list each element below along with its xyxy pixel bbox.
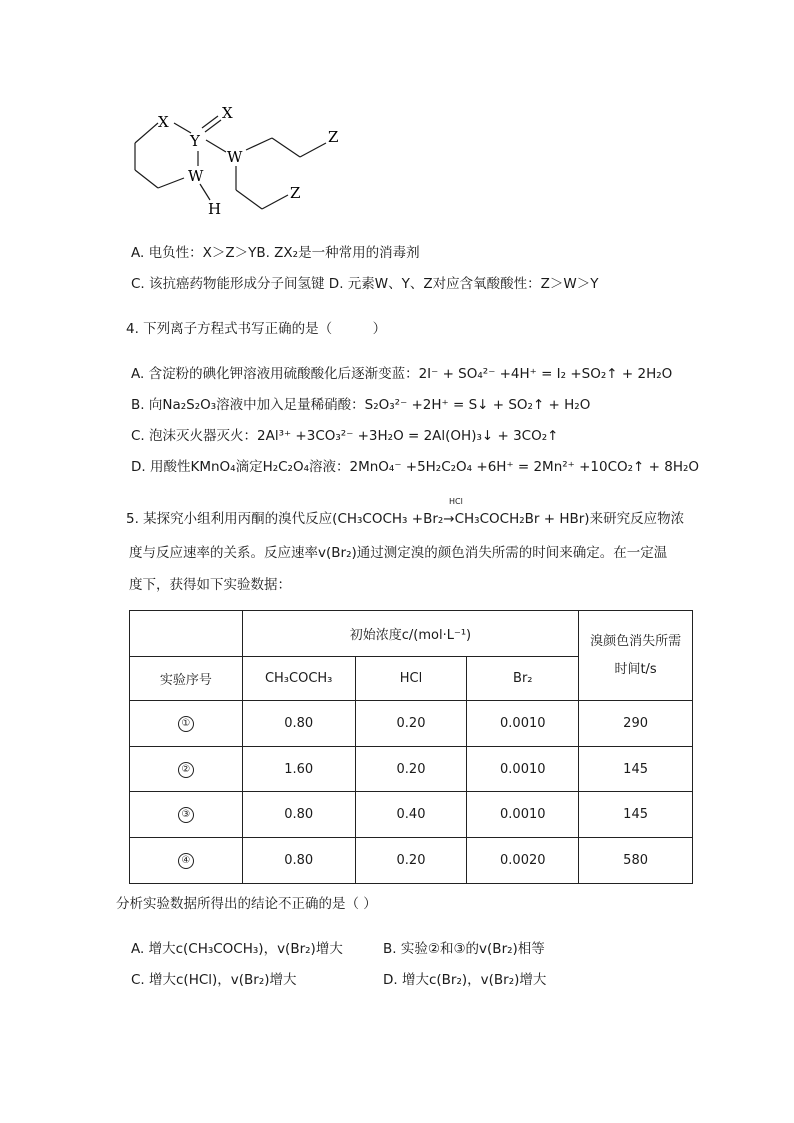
q5-option-d: D. 增大c(Br₂)，v(Br₂)增大 (383, 972, 547, 988)
header-time: 溴颜色消失所需时间t/s (579, 611, 693, 701)
q4-option-c: C. 泡沫灭火器灭火：2Al³⁺ +3CO₃²⁻ +3H₂O = 2Al(OH)₃↓ + 3CO₂↑ (131, 428, 559, 444)
q5-option-b: B. 实验②和③的v(Br₂)相等 (383, 941, 545, 957)
cell-time: 145 (579, 792, 693, 838)
cell-br2: 0.0010 (467, 701, 579, 747)
table-row (130, 838, 693, 884)
header-index: 实验序号 (130, 657, 243, 701)
q5-option-a: A. 增大c(CH₃COCH₃)，v(Br₂)增大 (131, 941, 343, 957)
cell-time: 290 (579, 701, 693, 747)
row-index: ② (178, 762, 194, 778)
atom-w2: W (188, 167, 204, 185)
atom-x2: X (222, 104, 233, 122)
q5-line3: 度下，获得如下实验数据： (129, 577, 291, 593)
header-initial-concentration: 初始浓度c/(mol·L⁻¹) (242, 611, 578, 657)
atom-z2: Z (290, 184, 301, 202)
q3-option-cd: C. 该抗癌药物能形成分子间氢键 D. 元素W、Y、Z对应含氧酸酸性：Z＞W＞Y (131, 276, 599, 292)
q4-option-d: D. 用酸性KMnO₄滴定H₂C₂O₄溶液：2MnO₄⁻ +5H₂C₂O₄ +6H⁺ = 2Mn²⁺ +10CO₂↑ + 8H₂O (131, 459, 700, 475)
cell-time: 580 (579, 838, 693, 884)
experiment-table (129, 610, 693, 884)
cell-acetone: 1.60 (242, 747, 355, 792)
cell-acetone: 0.80 (242, 838, 355, 884)
q5-line2: 度与反应速率的关系。反应速率v(Br₂)通过测定溴的颜色消失所需的时间来确定。在一定温 (129, 545, 668, 561)
molecule-structure (0, 0, 400, 230)
cell-br2: 0.0010 (467, 747, 579, 792)
q5-option-c: C. 增大c(HCl)，v(Br₂)增大 (131, 972, 297, 988)
q4-option-b: B. 向Na₂S₂O₃溶液中加入足量稀硝酸：S₂O₃²⁻ +2H⁺ = S↓ + SO₂↑ + H₂O (131, 397, 591, 413)
q5-question: 分析实验数据所得出的结论不正确的是（ ） (116, 896, 377, 912)
atom-z1: Z (328, 128, 339, 146)
q4-option-a: A. 含淀粉的碘化钾溶液用硫酸酸化后逐渐变蓝：2I⁻ + SO₄²⁻ +4H⁺ = I₂ +SO₂↑ + 2H₂O (131, 366, 673, 382)
q3-option-ab: A. 电负性：X＞Z＞YB. ZX₂是一种常用的消毒剂 (131, 245, 420, 261)
cell-acetone: 0.80 (242, 701, 355, 747)
atom-y: Y (190, 132, 200, 150)
cell-hcl: 0.40 (355, 792, 467, 838)
table-corner (130, 611, 243, 657)
table-row (130, 747, 693, 792)
q5-line1: 5. 某探究小组利用丙酮的溴代反应(CH₃COCH₃ +Br₂→CH₃COCH₂Br + HBr)来研究反应物浓 (126, 511, 685, 527)
cell-br2: 0.0010 (467, 792, 579, 838)
header-hcl: HCl (355, 657, 467, 701)
row-index: ① (178, 716, 194, 732)
table-row (130, 792, 693, 838)
q4-stem: 4. 下列离子方程式书写正确的是（ ） (126, 321, 387, 337)
header-acetone: CH₃COCH₃ (242, 657, 355, 701)
cell-br2: 0.0020 (467, 838, 579, 884)
atom-w1: W (227, 148, 243, 166)
header-br2: Br₂ (467, 657, 579, 701)
cell-acetone: 0.80 (242, 792, 355, 838)
hcl-catalyst-label: HCl (449, 497, 463, 506)
cell-time: 145 (579, 747, 693, 792)
table-row (130, 701, 693, 747)
cell-hcl: 0.20 (355, 747, 467, 792)
cell-hcl: 0.20 (355, 838, 467, 884)
atom-h: H (208, 200, 222, 218)
cell-hcl: 0.20 (355, 701, 467, 747)
row-index: ④ (178, 853, 194, 869)
row-index: ③ (178, 807, 194, 823)
atom-x1: X (158, 113, 169, 131)
